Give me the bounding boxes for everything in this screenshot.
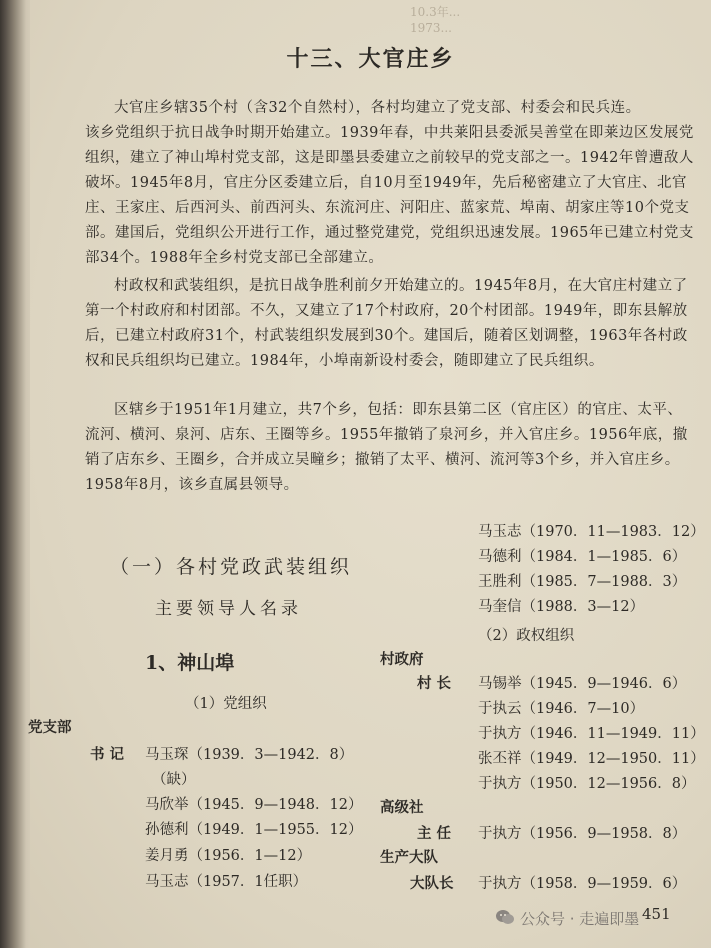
wechat-icon [495, 907, 515, 927]
party-org-heading: （1）党组织 [185, 696, 267, 712]
paragraph-township: 区辖乡于1951年1月建立，共7个乡，包括：即东县第二区（官庄区）的官庄、太平、流河、横河、泉河、店东、王圈等乡。1955年撤销了泉河乡，并入官庄乡。1956年底，撤销了店东乡、王圈乡，合并成立吴疃乡；撤销了太平、横河、流河等3个乡，并入官庄乡。1958年8月，该乡直属县领导。 [85, 402, 688, 493]
village-head-entry: 于执云（1946．7—10） [478, 701, 645, 717]
paragraph-intro: 大官庄乡辖35个村（含32个自然村），各村均建立了党支部、村委会和民兵连。 该乡党组织于抗日战争时期开始建立。1939年春，中共莱阳县委派吴善堂在即莱边区发展党组织，建立了神山埠村党支部，这是即墨县委建立之前较早的党支部之一。1942年曾遭敌人破坏。1945年8月，官庄分区委建立后，自10月至1949年，先后秘密建立了大官庄、北官庄、王家庄、后西河头、前西河头、东流河庄、河阳庄、蓝家荒、埠南、胡家庄等10个党支部。建国后，党组织公开进行工作，通过整党建党，党组织迅速发展。1965年已建立村党支部34个。1988年全乡村党支部已全部建立。 [85, 100, 694, 266]
brigade-leader-label: 大队长 [410, 875, 454, 892]
advanced-coop-label: 高级社 [380, 799, 424, 816]
secretary-entry: 马奎信（1988．3—12） [478, 599, 645, 615]
secretary-entry: 马欣举（1945．9—1948．12） [145, 797, 363, 813]
book-page [30, 0, 711, 948]
secretary-entry: 马玉志（1970．11—1983．12） [478, 524, 705, 540]
secretary-entry: 马玉琛（1939．3—1942．8） [145, 747, 354, 763]
paragraph-village-gov: 村政权和武装组织，是抗日战争胜利前夕开始建立的。1945年8月，在大官庄村建立了第一个村政府和村团部。不久，又建立了17个村政府，20个村团部。1949年，即东县解放后，已建立村政府31个，村武装组织发展到30个。建国后，随着区划调整，1963年各村政权和民兵组织均已建立。1984年，小埠南新设村委会，随即建立了民兵组织。 [85, 278, 688, 369]
party-branch-label: 党支部 [28, 719, 72, 736]
village-head-label: 村 长 [417, 675, 452, 692]
director-entry: 于执方（1956．9—1958．8） [478, 826, 687, 842]
chapter-title: 十三、大官庄乡 [286, 46, 455, 72]
village-gov-label: 村政府 [380, 651, 424, 668]
secretary-entry: 王胜利（1985．7—1988．3） [478, 574, 687, 590]
secretary-entry: （缺） [152, 772, 196, 788]
secretary-entry: 姜月勇（1956．1—12） [145, 848, 312, 864]
section-subheading: 主要领导人名录 [155, 599, 302, 619]
brigade-leader-entry: 于执方（1958．9—1959．6） [478, 876, 687, 892]
village-heading: 1、神山埠 [145, 652, 235, 674]
gov-org-heading: （2）政权组织 [478, 628, 575, 644]
secretary-entry: 马德利（1984．1—1985．6） [478, 549, 687, 565]
secretary-label: 书 记 [90, 746, 125, 763]
bleed-through-text: 10.3年... 1973... [410, 5, 461, 35]
brigade-label: 生产大队 [380, 849, 438, 866]
director-label: 主 任 [417, 825, 452, 842]
secretary-entry: 孙德利（1949．1—1955．12） [145, 822, 363, 838]
page-number: 451 [642, 905, 671, 923]
section-heading: （一）各村党政武装组织 [110, 556, 353, 578]
village-head-entry: 于执方（1946．11—1949．11） [478, 726, 705, 742]
village-head-entry: 于执方（1950．12—1956．8） [478, 776, 696, 792]
watermark: 公众号 · 走遍即墨 [520, 910, 640, 928]
secretary-entry: 马玉志（1957．1任职） [145, 874, 308, 890]
village-head-entry: 张丕祥（1949．12—1950．11） [478, 751, 705, 767]
village-head-entry: 马锡举（1945．9—1946．6） [478, 676, 687, 692]
